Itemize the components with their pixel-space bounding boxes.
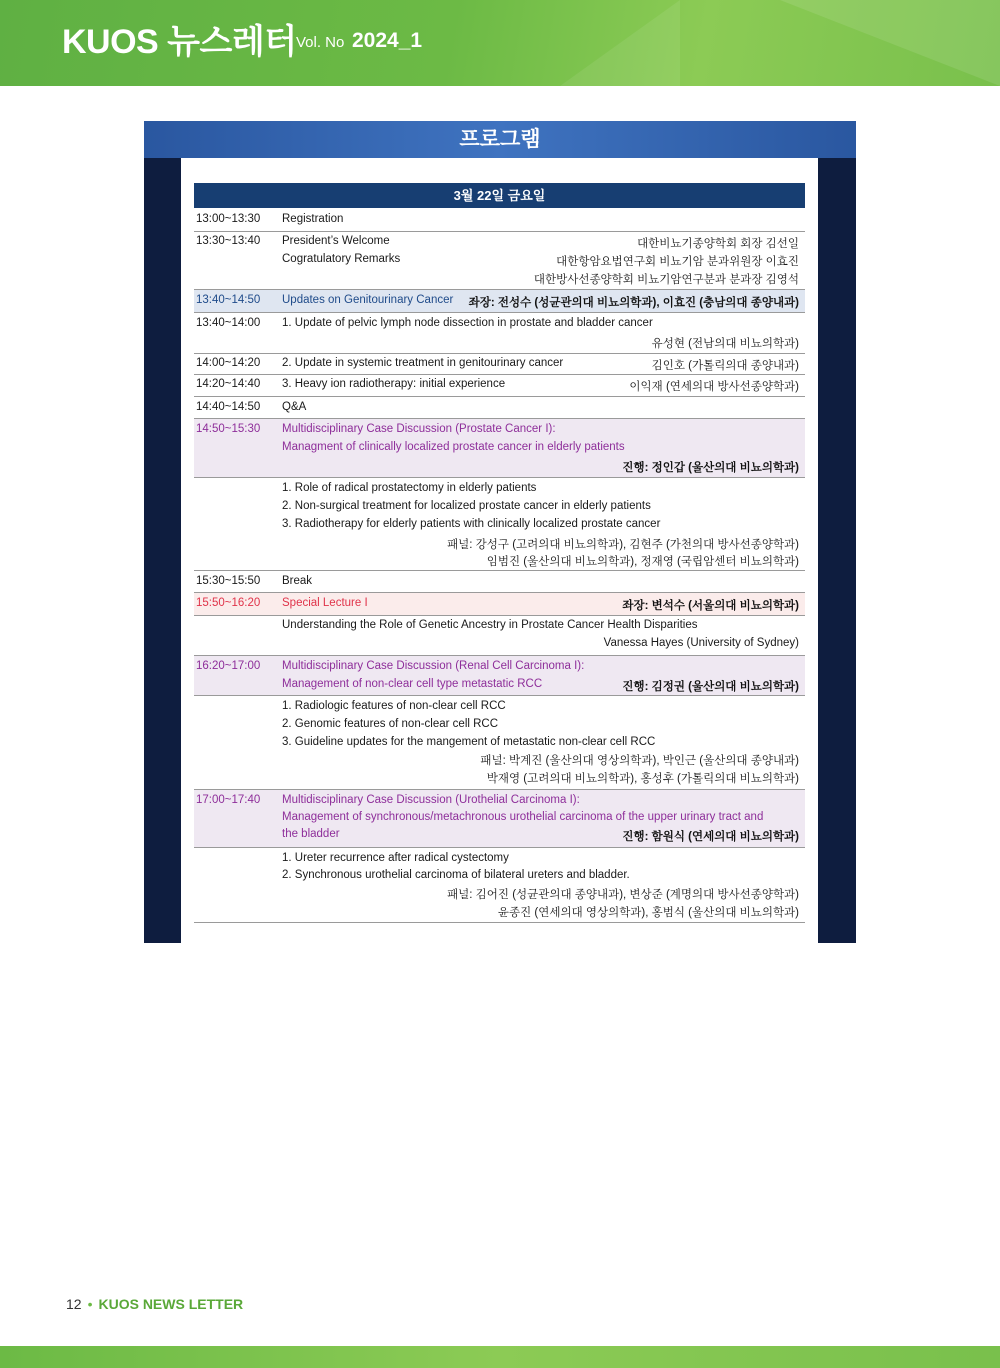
moderator: 진행: 함원식 (연세의대 비뇨의학과): [622, 831, 799, 843]
schedule-row: [194, 375, 805, 397]
session-subtitle: Management of synchronous/metachronous urothelial carcinoma of the upper urinary tract and: [282, 811, 764, 823]
time-slot: 14:40~14:50: [196, 401, 261, 413]
talk-title: 3. Radiotherapy for elderly patients with clinically localized prostate cancer: [282, 518, 661, 530]
time-slot: 15:50~16:20: [196, 597, 261, 609]
talk-title: 1. Radiologic features of non-clear cell RCC: [282, 700, 506, 712]
session-row: [194, 290, 805, 313]
panel-members: 윤종진 (연세의대 영상의학과), 홍범식 (울산의대 비뇨의학과): [497, 907, 799, 919]
footer-bar: [0, 1346, 1000, 1368]
speaker: Vanessa Hayes (University of Sydney): [603, 637, 799, 649]
volume-number: 2024_1: [352, 29, 423, 52]
talk-title: 2. Genomic features of non-clear cell RCC: [282, 718, 499, 730]
program-title: 프로그램: [144, 121, 856, 158]
talk-title: 1. Update of pelvic lymph node dissection in prostate and bladder cancer: [282, 317, 653, 329]
time-slot: 17:00~17:40: [196, 794, 261, 806]
time-slot: 15:30~15:50: [196, 575, 261, 587]
speaker: 대한비뇨기종양학회 회장 김선일: [637, 238, 799, 250]
talk-title: 1. Ureter recurrence after radical cystectomy: [282, 852, 509, 864]
schedule-row: [194, 696, 805, 790]
page-footer: [66, 1296, 243, 1312]
panel-members: 패널: 김어진 (성균관의대 종양내과), 변상준 (계명의대 방사선종양학과): [447, 889, 799, 901]
panel-members: 임범진 (울산의대 비뇨의학과), 정재영 (국립암센터 비뇨의학과): [486, 556, 799, 568]
newsletter-title: KUOS 뉴스레터: [62, 23, 297, 61]
session-title: Multidisciplinary Case Discussion (Prostate Cancer I):: [282, 423, 556, 435]
moderator: 진행: 김정권 (울산의대 비뇨의학과): [622, 681, 799, 693]
time-slot: 14:20~14:40: [196, 378, 261, 390]
volume-label: Vol. No: [296, 34, 345, 51]
page-number: 12: [66, 1296, 82, 1312]
talk-title: Understanding the Role of Genetic Ancestry in Prostate Cancer Health Disparities: [282, 619, 698, 631]
schedule-row: [194, 478, 805, 571]
bullet-icon: •: [87, 1296, 93, 1312]
schedule-row: [194, 313, 805, 354]
time-slot: 13:40~14:00: [196, 317, 261, 329]
panel-members: 패널: 박계진 (울산의대 영상의학과), 박인근 (울산의대 종양내과): [480, 755, 799, 767]
panel-members: 패널: 강성구 (고려의대 비뇨의학과), 김현주 (가천의대 방사선종양학과): [447, 539, 799, 551]
time-slot: 14:50~15:30: [196, 423, 261, 435]
schedule-row: [194, 848, 805, 923]
session-title: Updates on Genitourinary Cancer: [282, 294, 454, 306]
session-title: Multidisciplinary Case Discussion (Urothelial Carcinoma I):: [282, 794, 580, 806]
speaker: 이익재 (연세의대 방사선종양학과): [629, 381, 799, 393]
talk-title: 2. Synchronous urothelial carcinoma of bilateral ureters and bladder.: [282, 869, 630, 881]
row-title: Cogratulatory Remarks: [282, 253, 401, 265]
case-discussion-row: [194, 419, 805, 478]
case-discussion-row: [194, 790, 805, 848]
special-lecture-row: [194, 593, 805, 616]
panel-members: 박재영 (고려의대 비뇨의학과), 홍성후 (가톨릭의대 비뇨의학과): [486, 773, 799, 785]
talk-title: 1. Role of radical prostatectomy in elderly patients: [282, 482, 537, 494]
session-subtitle: the bladder: [282, 828, 340, 840]
day-header: 3월 22일 금요일: [194, 183, 805, 208]
talk-title: 2. Non-surgical treatment for localized prostate cancer in elderly patients: [282, 500, 651, 512]
header-decoration: [560, 0, 680, 86]
row-title: President’s Welcome: [282, 235, 390, 247]
schedule-row: [194, 232, 805, 290]
talk-title: 2. Update in systemic treatment in genitourinary cancer: [282, 357, 564, 369]
chair: 좌장: 변석수 (서울의대 비뇨의학과): [622, 600, 799, 612]
speaker: 유성현 (전남의대 비뇨의학과): [651, 338, 799, 350]
schedule-row: [194, 616, 805, 656]
time-slot: 13:40~14:50: [196, 294, 261, 306]
chair: 좌장: 전성수 (성균관의대 비뇨의학과), 이효진 (충남의대 종양내과): [468, 297, 799, 309]
time-slot: 14:00~14:20: [196, 357, 261, 369]
schedule-row: [194, 571, 805, 593]
time-slot: 16:20~17:00: [196, 660, 261, 672]
speaker: 대한항암요법연구회 비뇨기암 분과위원장 이효진: [556, 256, 799, 268]
session-subtitle: Managment of clinically localized prostate cancer in elderly patients: [282, 441, 625, 453]
talk-title: 3. Heavy ion radiotherapy: initial experience: [282, 378, 506, 390]
speaker: 김인호 (가톨릭의대 종양내과): [651, 360, 799, 372]
session-title: Special Lecture I: [282, 597, 368, 609]
schedule-row: [194, 397, 805, 419]
row-title: Registration: [282, 213, 344, 225]
time-slot: 13:30~13:40: [196, 235, 261, 247]
footer-title: KUOS NEWS LETTER: [98, 1296, 244, 1312]
talk-title: 3. Guideline updates for the mangement of metastatic non-clear cell RCC: [282, 736, 656, 748]
case-discussion-row: [194, 656, 805, 696]
header-decoration: [780, 0, 1000, 86]
moderator: 진행: 정인갑 (울산의대 비뇨의학과): [622, 462, 799, 474]
session-title: Multidisciplinary Case Discussion (Renal Cell Carcinoma I):: [282, 660, 585, 672]
session-subtitle: Management of non-clear cell type metastatic RCC: [282, 678, 543, 690]
time-slot: 13:00~13:30: [196, 213, 261, 225]
row-title: Q&A: [282, 401, 307, 413]
schedule-row: [194, 209, 805, 232]
schedule-row: [194, 354, 805, 375]
row-title: Break: [282, 575, 313, 587]
speaker: 대한방사선종양학회 비뇨기암연구분과 분과장 김영석: [533, 274, 799, 286]
